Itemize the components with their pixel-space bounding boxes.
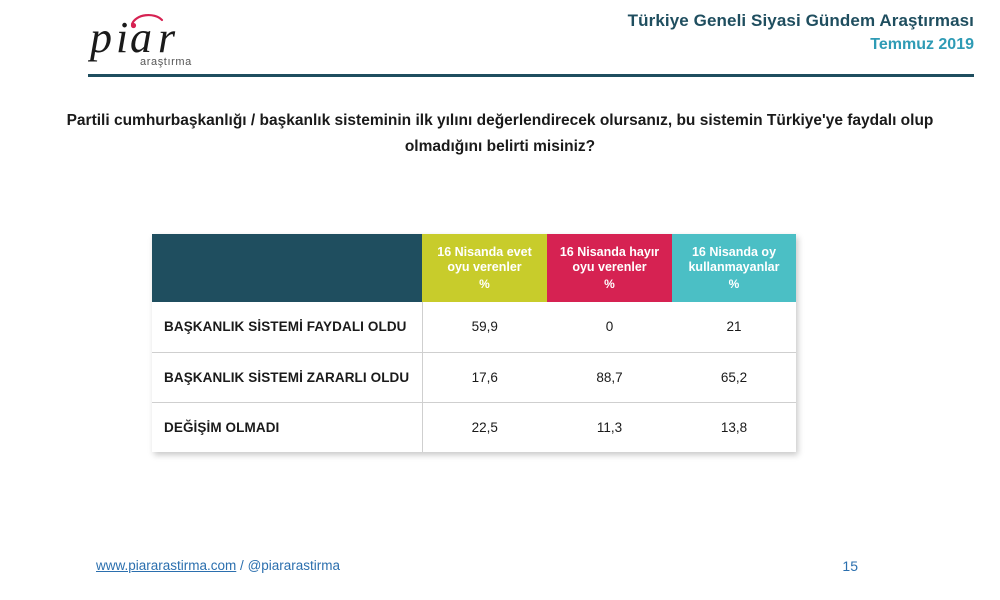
slide-footer	[0, 558, 1000, 582]
row-0-value-0: 59,9	[422, 302, 547, 352]
footer-links	[96, 558, 340, 573]
piar-logo	[88, 8, 218, 70]
row-0-value-1: 0	[547, 302, 672, 352]
table-header-col-2-label: 16 Nisanda hayır oyu verenler	[559, 244, 660, 274]
row-label-0: BAŞKANLIK SİSTEMİ FAYDALI OLDU	[152, 302, 422, 352]
svg-text:a: a	[130, 13, 152, 62]
slide-header	[0, 0, 1000, 78]
header-titles	[628, 10, 974, 56]
page-number: 15	[842, 558, 858, 574]
row-1-value-1: 88,7	[547, 352, 672, 402]
results-table	[152, 234, 796, 452]
table-header-col-1-label: 16 Nisanda evet oyu verenler	[437, 244, 532, 274]
row-label-1: BAŞKANLIK SİSTEMİ ZARARLI OLDU	[152, 352, 422, 402]
table-header-col-2-unit: %	[604, 276, 615, 291]
svg-text:i: i	[116, 13, 129, 62]
table-header-col-3-label: 16 Nisanda oy kullanmayanlar	[688, 244, 780, 274]
website-link[interactable]: www.piararastirma.com	[96, 558, 237, 573]
table-header-col-1	[422, 234, 547, 302]
row-1-value-2: 65,2	[672, 352, 796, 402]
table-header-col-2	[547, 234, 672, 302]
report-title: Türkiye Geneli Siyasi Gündem Araştırması	[627, 11, 974, 30]
footer-separator: /	[240, 558, 244, 573]
table-header-row	[152, 234, 796, 302]
svg-text:araştırma: araştırma	[140, 56, 192, 68]
table-header-corner	[152, 234, 422, 302]
row-2-value-1: 11,3	[547, 402, 672, 452]
svg-text:r: r	[158, 13, 176, 62]
table-header-col-3-unit: %	[728, 276, 740, 291]
report-date: Temmuz 2019	[870, 36, 974, 53]
header-divider	[88, 74, 974, 77]
social-handle: @piararastirma	[247, 558, 341, 573]
table-row	[152, 402, 796, 452]
table-header-col-3	[672, 234, 796, 302]
row-0-value-2: 21	[672, 302, 796, 352]
table-row	[152, 302, 796, 352]
row-1-value-0: 17,6	[422, 352, 547, 402]
svg-text:p: p	[90, 13, 112, 62]
row-label-2: DEĞİŞİM OLMADI	[152, 402, 422, 452]
table-header-col-1-unit: %	[479, 276, 490, 291]
row-2-value-2: 13,8	[672, 402, 796, 452]
table-row	[152, 352, 796, 402]
row-2-value-0: 22,5	[422, 402, 547, 452]
question-text: Partili cumhurbaşkanlığı / başkanlık sisteminin ilk yılını değerlendirecek olursanız, bu sistemin Türkiye'ye faydalı olup olmadığını belirti misiniz?	[66, 112, 934, 155]
